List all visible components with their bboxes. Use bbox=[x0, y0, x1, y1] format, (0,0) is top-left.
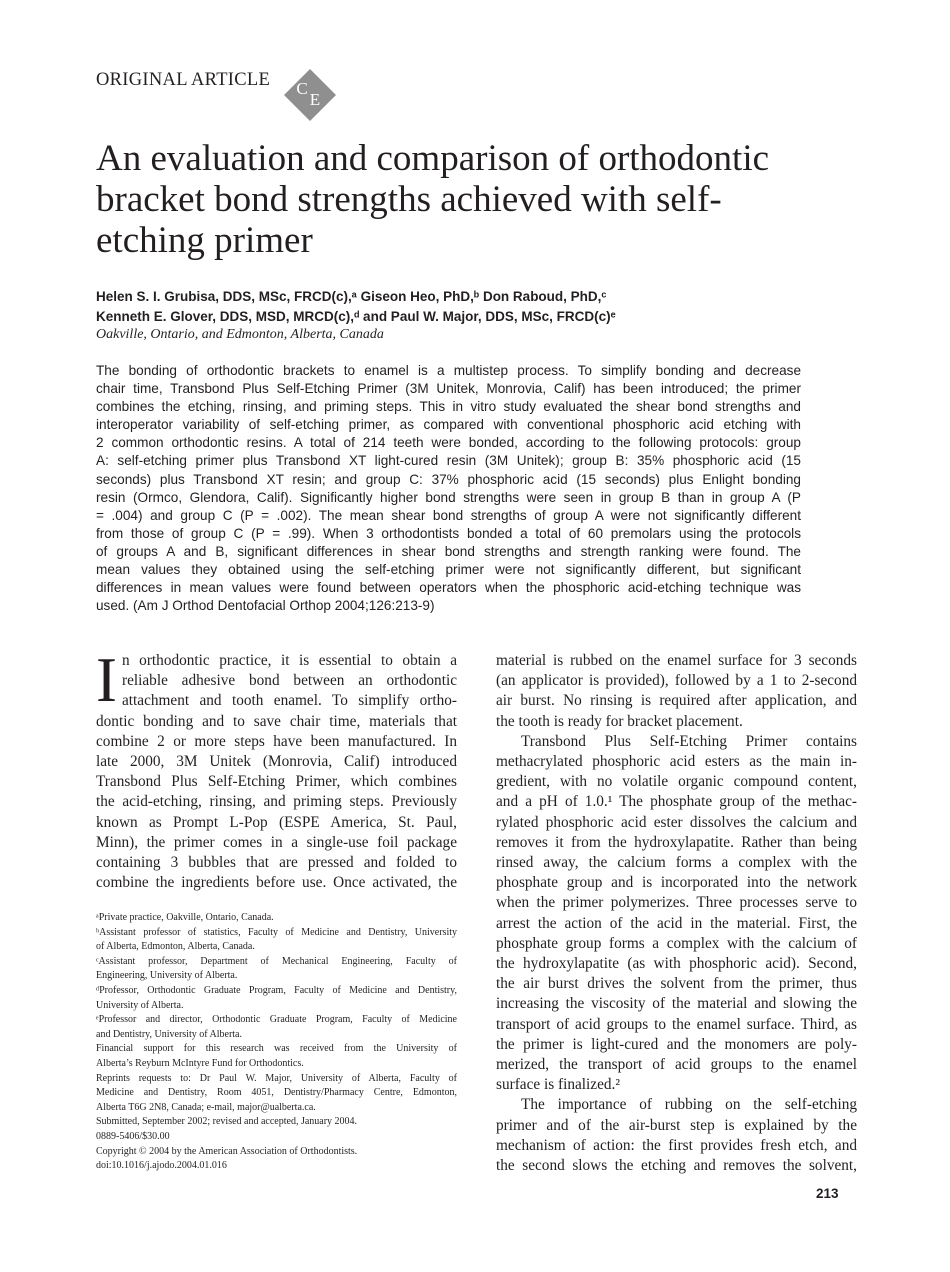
abstract-line: interoperator variability of self-etching primer, as compared with conventional phosphoric acid etching with bbox=[96, 417, 801, 433]
body-line: methacrylated phosphoric acid esters as the main in- bbox=[496, 753, 857, 771]
footnote-line: and Dentistry, University of Alberta. bbox=[96, 1028, 242, 1040]
footnote-line: Submitted, September 2002; revised and accepted, January 2004. bbox=[96, 1116, 358, 1128]
abstract-line: The bonding of orthodontic brackets to enamel is a multistep process. To simplify bonding and decrease bbox=[96, 363, 801, 378]
abstract-line: resin (Ormco, Glendora, Calif). Significantly higher bond strengths were seen in group B than in group A (P bbox=[96, 489, 801, 505]
abstract-line: 2 common orthodontic resins. A total of 214 teeth were bonded, according to the following protocols: group bbox=[96, 435, 801, 451]
body-line: merized, the transport of acid groups to the enamel bbox=[496, 1056, 857, 1074]
body-line: removes it from the hydroxylapatite. Rather than being bbox=[496, 833, 857, 851]
section-label: ORIGINAL ARTICLE bbox=[96, 70, 271, 90]
title-line: etching primer bbox=[96, 220, 313, 261]
body-line: phosphate group forms a complex with the calcium of bbox=[496, 934, 857, 952]
footnote-line: Financial support for this research was received from the University of bbox=[96, 1043, 457, 1055]
body-line: Minn), the primer comes in a single-use foil package bbox=[96, 833, 457, 851]
body-line: combine 2 or more steps have been manufactured. In bbox=[96, 732, 457, 750]
opening-paragraph bbox=[96, 645, 457, 893]
footnote-line: of Alberta, Edmonton, Alberta, Canada. bbox=[96, 941, 255, 953]
footnote-line: Medicine and Dentistry, Room 4051, Dentistry/Pharmacy Centre, Edmonton, bbox=[96, 1087, 457, 1099]
author-line: Kenneth E. Glover, DDS, MSD, MRCD(c),ᵈ and Paul W. Major, DDS, MSc, FRCD(c)ᵉ bbox=[96, 309, 616, 324]
abstract-line: A: self-etching primer plus Transbond XT light-cured resin (3M Unitek); group B: 35% phosphoric acid (15 bbox=[96, 453, 801, 469]
abstract-line: differences in mean values were found between operators when the phosphoric acid-etching technique was bbox=[96, 580, 801, 596]
body-line: known as Prompt L-Pop (ESPE America, St. Paul, bbox=[96, 813, 457, 831]
title-line: bracket bond strengths achieved with self- bbox=[96, 179, 722, 220]
page-number: 213 bbox=[816, 1186, 839, 1201]
body-line: material is rubbed on the enamel surface for 3 seconds bbox=[496, 652, 857, 669]
drop-cap: I bbox=[96, 645, 117, 715]
body-line: n orthodontic practice, it is essential to obtain a bbox=[122, 652, 457, 669]
abstract-line: of groups A and B, significant differences in shear bond strengths and strength ranking were found. The bbox=[96, 543, 801, 559]
body-line: combine the ingredients before use. Once activated, the bbox=[96, 874, 457, 892]
body-line: gredient, with no volatile organic compound content, bbox=[496, 773, 857, 791]
body-line: the primer is light-cured and the monomers are poly- bbox=[496, 1035, 857, 1053]
body-line: the tooth is ready for bracket placement. bbox=[496, 712, 743, 730]
footnote-line: Alberta T6G 2N8, Canada; e-mail, major@ualberta.ca. bbox=[96, 1101, 316, 1113]
footnote-line: ᵈProfessor, Orthodontic Graduate Program, Faculty of Medicine and Dentistry, bbox=[96, 984, 457, 996]
author-list bbox=[96, 287, 856, 327]
abstract bbox=[96, 362, 801, 615]
abstract-line: from those of group C (P = .99). When 3 orthodontists bonded a total of 60 premolars using the protocols bbox=[96, 525, 801, 541]
body-line: when the primer polymerizes. Three processes serve to bbox=[496, 894, 857, 912]
abstract-line: mean values they obtained using the self-etching primer were not significantly different, but significant bbox=[96, 562, 801, 578]
body-line: transport of acid groups to the enamel surface. Third, as bbox=[496, 1015, 857, 1033]
body-line: late 2000, 3M Unitek (Monrovia, Calif) introduced bbox=[96, 753, 457, 771]
abstract-line: used. (Am J Orthod Dentofacial Orthop 2004;126:213-9) bbox=[96, 598, 435, 614]
footnote-line: Copyright © 2004 by the American Association of Orthodontists. bbox=[96, 1145, 358, 1157]
footnote-line: ᵇAssistant professor of statistics, Faculty of Medicine and Dentistry, University bbox=[96, 926, 457, 938]
body-line: rinsed away, the calcium forms a complex with the bbox=[496, 854, 857, 872]
body-line: the hydroxylapatite (as with phosphoric acid). Second, bbox=[496, 955, 857, 973]
body-line: arrest the action of the acid in the material. First, the bbox=[496, 914, 857, 932]
footnote-line: 0889-5406/$30.00 bbox=[96, 1130, 170, 1142]
body-line: and a pH of 1.0.¹ The phosphate group of the methac- bbox=[496, 793, 857, 811]
abstract-line: chair time, Transbond Plus Self-Etching Primer (3M Unitek, Monrovia, Calif) has been introduced; the primer bbox=[96, 381, 801, 397]
footnote-line: ᶜAssistant professor, Department of Mechanical Engineering, Faculty of bbox=[96, 955, 457, 967]
footnotes bbox=[96, 911, 457, 1174]
ce-badge-letter-e: E bbox=[309, 90, 321, 109]
footnote-line: ᵃPrivate practice, Oakville, Ontario, Canada. bbox=[96, 912, 274, 923]
body-line: mechanism of action: the first provides fresh etch, and bbox=[496, 1136, 857, 1154]
abstract-line: combines the etching, rinsing, and priming steps. This in vitro study evaluated the shear bond strengths and bbox=[96, 399, 801, 415]
ce-badge-letter-c: C bbox=[296, 79, 308, 98]
body-line: air burst. No rinsing is required after application, and bbox=[496, 692, 857, 710]
body-line: the acid-etching, rinsing, and priming steps. Previously bbox=[96, 793, 457, 811]
body-line: the second slows the etching and removes the solvent, bbox=[496, 1157, 857, 1175]
body-line: The importance of rubbing on the self-etching bbox=[521, 1096, 857, 1114]
body-line: containing 3 bubbles that are pressed and folded to bbox=[96, 854, 457, 872]
article-title bbox=[96, 138, 856, 261]
abstract-line: seconds) plus Transbond XT resin; and group C: 37% phosphoric acid (15 seconds) plus Enlight bonding bbox=[96, 471, 801, 487]
body-line: dontic bonding and to save chair time, materials that bbox=[96, 712, 457, 730]
body-line: (an applicator is provided), followed by a 1 to 2-second bbox=[496, 672, 857, 690]
body-line: the air burst drives the solvent from the primer, thus bbox=[496, 975, 857, 993]
title-line: An evaluation and comparison of orthodontic bbox=[96, 138, 770, 179]
body-line: primer and of the air-burst step is explained by the bbox=[496, 1116, 857, 1134]
footnote-line: Alberta’s Reyburn McIntyre Fund for Orthodontics. bbox=[96, 1057, 304, 1069]
body-line: reliable adhesive bond between an orthodontic bbox=[122, 672, 457, 690]
abstract-line: = .004) and group C (P = .002). The mean shear bond strengths of group A were not significantly different bbox=[96, 507, 801, 523]
body-line: phosphate group and is incorporated into the network bbox=[496, 874, 857, 892]
body-line: surface is finalized.² bbox=[496, 1076, 620, 1094]
body-line: Transbond Plus Self-Etching Primer contains bbox=[521, 732, 857, 750]
affiliation: Oakville, Ontario, and Edmonton, Alberta, Canada bbox=[96, 327, 384, 342]
footnote-line: Reprints requests to: Dr Paul W. Major, University of Alberta, Faculty of bbox=[96, 1072, 457, 1084]
footnote-line: Engineering, University of Alberta. bbox=[96, 970, 238, 982]
footnote-line: ᵉProfessor and director, Orthodontic Graduate Program, Faculty of Medicine bbox=[96, 1014, 457, 1026]
footnote-line: University of Alberta. bbox=[96, 999, 184, 1011]
footnote-line: doi:10.1016/j.ajodo.2004.01.016 bbox=[96, 1160, 227, 1172]
body-line: rylated phosphoric acid ester dissolves the calcium and bbox=[496, 813, 857, 831]
body-column-left bbox=[96, 645, 457, 893]
body-line: attachment and tooth enamel. To simplify ortho- bbox=[122, 692, 457, 710]
body-line: increasing the viscosity of the material and slowing the bbox=[496, 995, 857, 1013]
author-line: Helen S. I. Grubisa, DDS, MSc, FRCD(c),ᵃ Giseon Heo, PhD,ᵇ Don Raboud, PhD,ᶜ bbox=[96, 289, 607, 304]
body-column-right bbox=[496, 651, 857, 1176]
ce-badge-icon bbox=[283, 68, 337, 122]
body-line: Transbond Plus Self-Etching Primer, which combines bbox=[96, 773, 457, 791]
